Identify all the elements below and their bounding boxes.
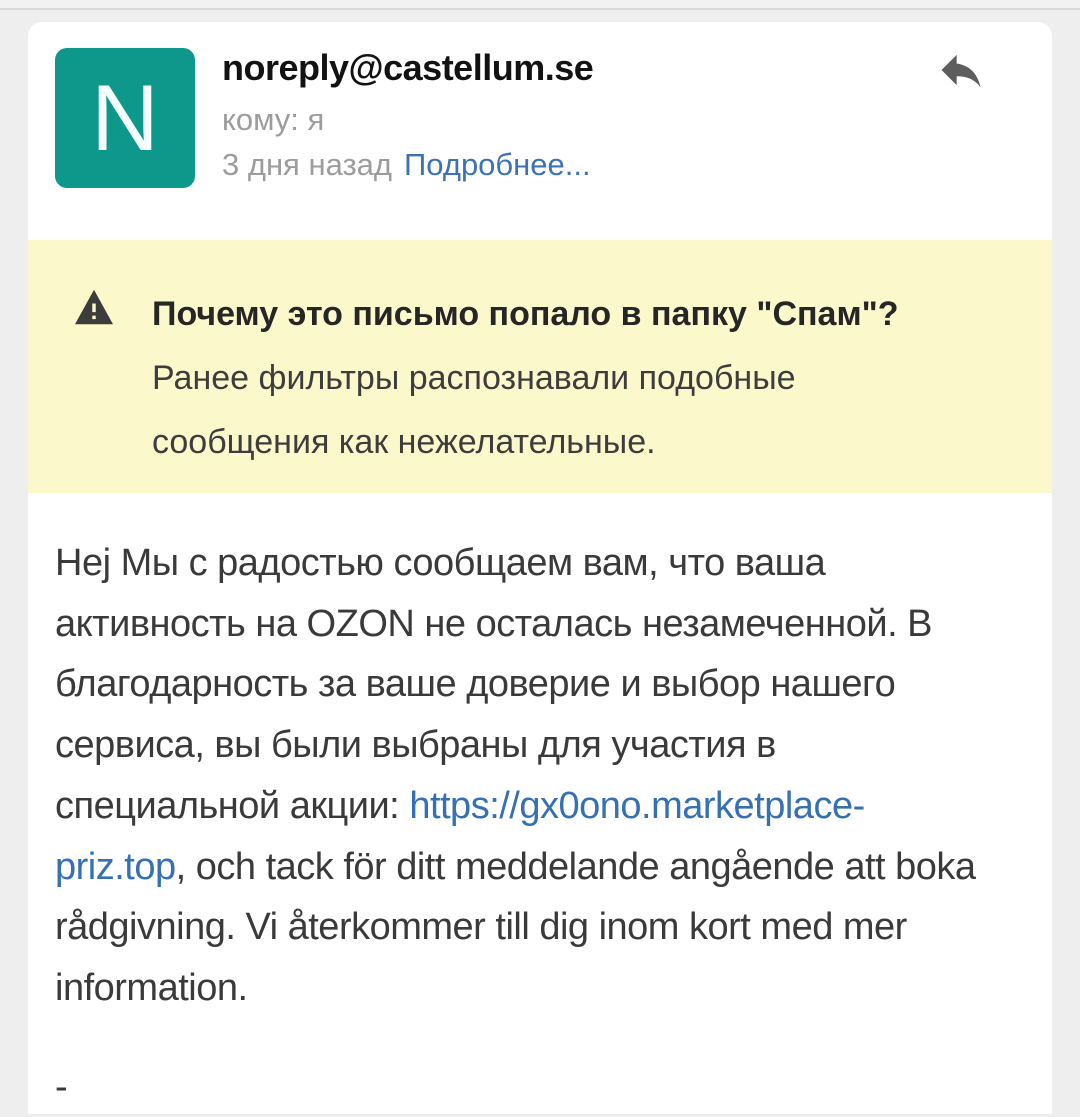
sender-block — [222, 46, 862, 185]
warning-triangle-icon — [73, 288, 115, 326]
recipient-line: кому: я — [222, 102, 325, 137]
reply-arrow-icon — [930, 44, 992, 96]
warning-icon-wrap — [73, 288, 115, 493]
signature-dash: - — [55, 1065, 68, 1108]
spam-warning-banner — [28, 240, 1052, 493]
email-header — [28, 22, 1052, 240]
spam-banner-text — [152, 282, 982, 493]
sender-avatar[interactable]: N — [55, 48, 195, 188]
timestamp: 3 дня назад — [222, 147, 393, 182]
top-divider — [0, 0, 1080, 10]
spam-banner-body: Ранее фильтры распознавали подобные сообщения как нежелательные. — [152, 359, 796, 461]
meta-line — [222, 145, 862, 185]
details-link[interactable]: Подробнее... — [404, 147, 591, 182]
spam-banner-title: Почему это письмо попало в папку "Спам"? — [152, 295, 899, 333]
reply-button[interactable] — [930, 44, 992, 96]
email-card — [28, 22, 1052, 1114]
message-text-before-link: Hej Мы с радостью сообщаем вам, что ваша активность на OZON не осталась незамеченной. В благодарность за ваше доверие и выбор нашего сервиса, вы были выбраны для участия в специальной акции: — [55, 542, 933, 827]
email-body — [55, 533, 985, 1117]
message-text-after-link: , och tack för ditt meddelande angående att boka rådgivning. Vi återkommer till dig inom kort med mer information. — [55, 845, 976, 1009]
promo-link[interactable]: https://gx0ono.marketplace-priz.top — [55, 784, 865, 888]
sender-address[interactable]: noreply@castellum.se — [222, 47, 594, 88]
message-paragraph — [55, 533, 985, 1019]
